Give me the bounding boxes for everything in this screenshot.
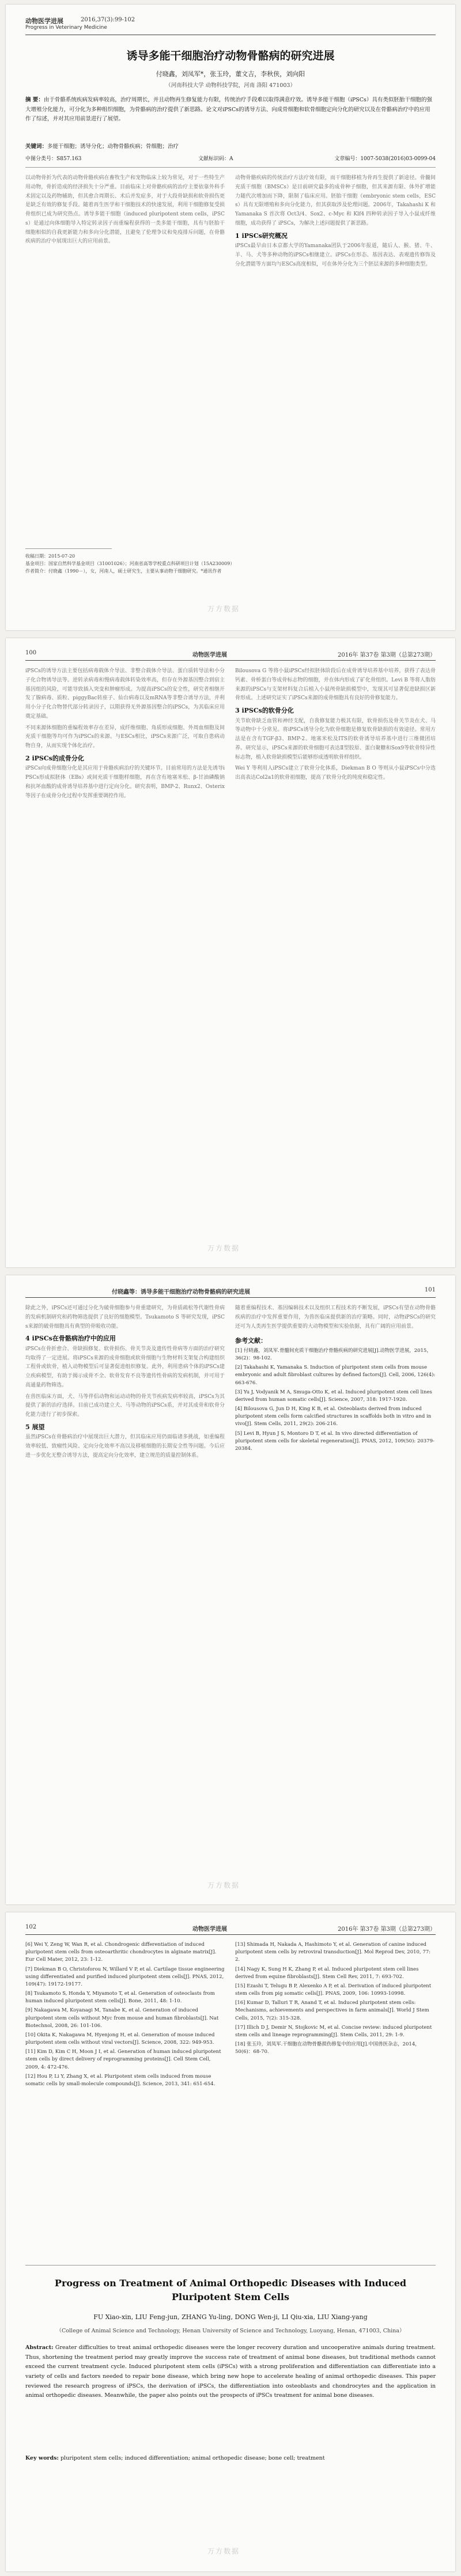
reference-item: [10] Okita K, Nakagawa M, Hyenjong H, et al. Generation of mouse induced pluripotent stem cells without viral vectors[J]. Science, 2008, 322: 949-953. [25,2032,215,2046]
english-abstract-block [25,2343,436,2401]
keywords-text: 多能干细胞；诱导分化；动物骨骼疾病；骨细胞；治疗 [47,143,179,150]
page-1 [6,5,455,630]
page-4-header [25,1924,436,1941]
body-text-right-a: 随着重编程技术、基因编辑技术以及组织工程技术的不断发展，iPSCs有望在动物骨骼疾病的治疗中发挥重要作用，为兽医临床提供新的治疗策略。同时，动物iPSCs的研究还可为人类再生医学提供重要的大动物模型和实验依据，具有广阔的应用前景。 [235,1305,436,1329]
section-2-heading: 2 iPSCs的成骨分化 [25,754,84,762]
running-head: 动物医学进展 [192,1926,227,1933]
body-text-right-c: Wei Y 等利用人iPSCs建立了软骨分化体系，Diekman B O 等则从小鼠iPSCs中分选出高表达Col2a1的软骨祖细胞，提高了软骨分化的纯度和稳定性。 [235,766,436,781]
body-text-right-b: 关节软骨缺乏血管和神经支配，自我修复能力极其有限，软骨损伤及骨关节炎在犬、马等动物中十分常见。将iPSCs诱导分化为软骨细胞是修复软骨缺损的有效途径。常用方法是在含有TGF-β3、BMP-2、地塞米松及ITS的软骨诱导培养基中进行三维微团培养。研究显示，iPSCs来源的软骨细胞可表达Ⅱ型胶原、蛋白聚糖和Sox9等软骨特异性标志物，植入软骨缺损模型后能够形成透明软骨样组织。 [235,718,436,760]
intro-text-left: 以动物骨折为代表的动物骨骼疾病在畜牧生产和宠物临床上较为常见，对于一些特生产用动物，骨折造成的经济损失十分严重。目前临床上对骨骼疾病的治疗主要依靠外科手术固定以及药物辅助，但其愈合周期长、术后并发症多，对于大段骨缺损和软骨损伤更是缺乏有效的修复手段。随着再生医学和干细胞技术的快速发展，利用干细胞修复受损骨组织已成为研究热点。诱导多能干细胞（induced pluripotent stem cells，iPSCs）是通过向体细胞导入特定转录因子而重编程获得的一类多能干细胞，具有与胚胎干细胞相似的自我更新能力和多向分化潜能，且避免了伦理争议和免疫排斥问题，在骨骼疾病的治疗中展现出巨大的应用前景。 [25,175,225,245]
keywords-label: 关键词： [25,143,48,150]
english-keywords-block [25,2454,436,2463]
watermark-text: 万方数据 [207,1244,240,1252]
page-4 [6,1912,455,2571]
reference-item: [8] Tsukamoto S, Honda Y, Miyamoto T, et al. Generation of osteoclasts from human induced pluripotent stem cells[J]. Bone, 2011, 48: 1-10. [25,1991,215,2005]
reference-item: [6] Wei Y, Zeng W, Wan R, et al. Chondrogenic differentiation of induced pluripotent stem cells from osteoarthritic chondrocytes in alginate matrix[J]. Eur Cell Mater, 2012, 23: 1-12. [25,1942,217,1963]
page-number: 100 [25,650,37,656]
reference-item: [4] Bilousova G, Jun D H, King K B, et al. Osteoblasts derived from induced pluripotent stem cells form calcified structures in scaffolds both in vitro and in vivo[J]. Stem Cells, 2011, 29(2): 206-216. [235,1406,432,1427]
body-text-left-d: 虽然iPSCs在骨骼病治疗中展现出巨大潜力，但其临床应用仍面临诸多挑战，如重编程效率较低、致瘤性风险、定向分化效率不高以及移植细胞的长期安全性等问题。今后应进一步优化无整合诱导方法，提高定向分化效率，建立规范的质量控制体系。 [25,1434,225,1459]
section-5-heading: 5 展望 [25,1423,45,1431]
footnote-fund: 基金项目：国家自然科学基金项目（31001026）；河南省高等学校重点科研项目计划（15A230009） [25,560,235,566]
intro-text-right: 动物骨骼疾病的传统治疗方法疗效有限，而干细胞移植为骨再生提供了新途径。骨髓间充质干细胞（BMSCs）是目前研究最多的成骨种子细胞，但其来源有限、体外扩增能力随代次增加而下降，限制了临床应用。胚胎干细胞（embryonic stem cells，ESCs）具有无限增殖和多向分化能力，但其获取涉及伦理问题。2006年，Takahashi K 和 Yamanaka S 首次将 Oct3/4、Sox2、c-Myc 和 Klf4 四种转录因子导入小鼠成纤维细胞，成功获得了 iPSCs，为解决上述问题提供了新思路。 [235,175,436,226]
english-authors: FU Xiao-xin, LIU Feng-jun, ZHANG Yu-ling, DONG Wen-ji, LI Qiu-xia, LIU Xiang-yang [93,2313,368,2321]
references-column-left [25,1941,225,2090]
reference-list [25,1941,225,2088]
body-column-right [235,1304,436,1454]
footnote-received: 收稿日期：2015-07-20 [25,554,75,559]
journal-english-name: Progress in Veterinary Medicine [25,25,107,31]
reference-item: [1] 付晓鑫，刘凤军.骨髓间充质干细胞治疗骨骼疾病的研究进展[J].动物医学进展，2015，36(2)：98-102. [235,1347,432,1362]
reference-item: [11] Kim D, Kim C H, Moon J I, et al. Generation of human induced pluripotent stem cells by direct delivery of reprogramming proteins[J]. Cell Stem Cell, 2009, 4: 472-476. [25,2049,221,2070]
section-3-heading: 3 iPSCs的软骨分化 [235,707,294,714]
class-number: 中图分类号：S857.163 [25,156,82,162]
page-2 [6,638,455,1267]
body-text-left-a: 除此之外，iPSCs还可通过分化为破骨细胞参与骨重建研究，为骨质疏松等代谢性骨病的发病机制研究和药物筛选提供了良好的细胞模型。Tsukamoto S 等研究发现，iPSCs来源的破骨细胞具有典型的骨吸收功能。 [25,1305,225,1329]
affiliation: （河南科技大学 动物科技学院，河南 洛阳 471003） [165,82,296,89]
reference-item: [13] Shimada H, Nakada A, Hashimoto Y, et al. Generation of canine induced pluripotent stem cells by retroviral transduction[J]. Mol Reprod Dev, 2010, 77: 2. [235,1942,431,1963]
journal-meta: 2016,37(3):99-102 [81,17,135,23]
body-text-left-b: iPSCs在骨折愈合、骨缺损修复、软骨损伤、骨关节炎及遗传性骨病等方面的治疗研究均取得了一定进展。将iPSCs来源的成骨细胞或软骨细胞与生物材料支架复合构建组织工程骨或软骨，植入动物模型后可显著促进组织修复。此外，利用患病个体的iPSCs建立疾病模型，有助于揭示成骨不全、软骨发育不良等遗传性骨病的发病机制，并可用于高通量药物筛选。 [25,1346,225,1388]
reference-item: [9] Nakagawa M, Koyanagi M, Tanabe K, et al. Generation of induced pluripotent stem cells without Myc from mouse and human fibroblasts[J]. Nat Biotechnol, 2008, 26: 101-106. [25,2007,219,2029]
reference-item: [5] Levi B, Hyun J S, Montoro D T, et al. In vivo directed differentiation of pluripotent stem cells for skeletal regeneration[J]. PNAS, 2012, 109(50): 20379-20384. [235,1430,434,1452]
english-affiliation: （College of Animal Science and Technology, Henan University of Science and Technology, Luoyang, Henan, 471003, China） [56,2328,405,2334]
watermark-text: 万方数据 [207,1881,240,1889]
header-rule [25,660,436,661]
body-text-left-c: 在兽医临床方面，犬、马等伴侣动物和运动动物的骨关节疾病发病率较高，iPSCs为其提供了新的治疗选择。目前已成功建立犬、马等动物的iPSCs系，并对其成骨和软骨分化能力进行了初步探索。 [25,1393,225,1418]
section-1-text: iPSCs最早由日本京都大学的Yamanaka团队于2006年报道，随后人、猴、猪、牛、羊、马、犬等多种动物的iPSCs相继建立。iPSCs在形态、基因表达、表观遗传修饰及分化潜能等方面均与ESCs高度相似，可在体外分化为三个胚层来源的多种细胞类型。 [235,243,436,267]
watermark-text: 万方数据 [207,605,240,613]
reference-item: [15] Ezashi T, Telugu B P, Alexenko A P, et al. Derivation of induced pluripotent stem cells from pig somatic cells[J]. PNAS, 2009, 106: 10993-10998. [235,1983,432,1997]
abstract-block [25,96,436,124]
page-number: 102 [25,1924,37,1930]
english-keywords-text: pluripotent stem cells; induced differentiation; animal orthopedic disease; bone cell; treatment [60,2455,325,2461]
header-rule [25,1934,436,1935]
reference-item: [7] Diekman B O, Christoforou N, Willard V P, et al. Cartilage tissue engineering using differentiated and purified induced pluripotent stem cells[J]. PNAS, 2012, 109(47): 19172-19177. [25,1966,225,1987]
reference-item: [18] 张玉玲，刘凤军.干细胞在动物骨骼损伤修复中的应用[J].中国兽医杂志，2014，50(6)：68-70. [235,2041,420,2055]
english-abstract-label: Abstract: [25,2344,54,2351]
body-column-left [25,667,225,801]
abstract-label: 摘 要： [25,97,44,103]
english-section-rule [25,2265,436,2266]
page-3 [6,1275,455,1904]
footnote-rule [25,548,112,549]
watermark-text: 万方数据 [207,2547,240,2555]
body-text-left-a: iPSCs的诱导方法主要包括病毒载体介导法、非整合载体介导法、蛋白质转导法和小分子化合物诱导法等。逆转录病毒和慢病毒载体转染效率高，但存在外源基因整合到宿主基因组的风险，可能导致插入突变和肿瘤形成。为提高iPSCs的安全性，研究者相继开发了腺病毒、质粒、piggyBac转座子、仙台病毒以及mRNA等非整合诱导方法，并利用小分子化合物替代部分转录因子，以期获得无外源基因整合的iPSCs，为其临床应用奠定基础。 [25,668,225,719]
reference-item: [3] Yu J, Vodyanik M A, Smuga-Otto K, et al. Induced pluripotent stem cell lines derived from human somatic cells[J]. Science, 2007, 318: 1917-1920. [235,1389,432,1403]
body-text-left-c: iPSCs向成骨细胞分化是其应用于骨骼疾病治疗的关键环节。目前常用的方法是先诱导iPSCs形成拟胚体（EBs）或间充质干细胞样细胞，再在含有地塞米松、β-甘油磷酸钠和抗坏血酸的成骨诱导培养基中进行定向分化。研究表明，BMP-2、Runx2、Osterix等因子在成骨分化过程中发挥重要调控作用。 [25,766,225,799]
reference-item: [12] Hou P, Li Y, Zhang X, et al. Pluripotent stem cells induced from mouse somatic cells by small-molecule compounds[J]. Science, 2013, 341: 651-654. [25,2073,216,2087]
document-code: 文献标识码：A [198,156,233,162]
page-2-header [25,650,436,667]
abstract-text: 由于骨骼系统疾病发病率较高，治疗周期长，并且动物再生修复能力有限，传统治疗手段难以取得满意疗效。诱导多能干细胞（iPSCs）具有类似胚胎干细胞的强大增殖分化能力，可分化为多种组织细胞，为骨骼病的治疗提供了新思路。论文对iPSCs的诱导方法、向成骨细胞和软骨细胞定向分化的研究以及在骨骼病治疗中的应用作了综述，并对其应用前景进行了展望。 [25,97,432,123]
section-1-heading: 1 iPSCs研究概况 [235,232,288,240]
reference-item: [14] Nagy K, Sung H K, Zhang P, et al. Induced pluripotent stem cell lines derived from equine fibroblasts[J]. Stem Cell Rev, 2011, 7: 693-702. [235,1966,419,1980]
page-3-header [25,1287,436,1304]
reference-list [235,1941,436,2056]
body-column-left [25,1304,225,1461]
classification-row [25,154,436,162]
body-text-left-b: 不同来源体细胞的重编程效率存在差异，成纤维细胞、角质形成细胞、外周血细胞及间充质干细胞等均可作为iPSCs的来源。与ESCs相比，iPSCs来源广泛，可取自患病动物自身，从而实现个体化治疗。 [25,725,225,749]
body-column-left [25,174,225,247]
footnote-author: 作者简介：付晓鑫（1990－），女，河南人，硕士研究生，主要从事动物干细胞研究。*通讯作者 [25,568,222,574]
page-1-header [25,16,436,33]
body-text-right-a: Bilousova G 等将小鼠iPSCs经拟胚体阶段后在成骨诱导培养基中培养，获得了表达骨钙素、骨桥蛋白等成骨标志物的细胞，并在体内形成了矿化骨组织。Levi B 等将人脂肪来源的iPSCs与支架材料复合后植入小鼠颅骨缺损模型中，发现其可显著促进缺损区新骨形成。上述研究证实了iPSCs来源的成骨细胞具有良好的骨修复能力。 [235,668,436,702]
issue-info: 2016年 第37卷 第3期（总第273期） [338,1926,436,1933]
body-column-right [235,174,436,269]
references-heading: 参考文献： [235,1337,267,1345]
section-4-heading: 4 iPSCs在骨骼病治疗中的应用 [25,1335,116,1343]
page-number: 101 [424,1287,436,1293]
article-number: 文章编号：1007-5038(2016)03-0099-04 [334,156,436,162]
header-rule [25,1297,436,1298]
reference-list [235,1347,436,1453]
abstract-rule [25,167,436,168]
journal-name: 动物医学进展 [25,17,63,25]
running-head: 动物医学进展 [192,652,227,658]
english-abstract-text: Greater difficulties to treat animal orthopedic diseases were the longer recovery duration and uncooperative animals during treatment. Thus, shortening the treatment period may greatly improve the success rate of treatment of animal bone diseases, but traditional methods cannot exceed the current treatment cycle. Induced pluripotent stem cells (iPSCs) with a strong proliferation and differentiation can differentiate into a variety of cells and factors needed to repair bone disease, which bring new hope to accelerate healing of animal orthopedic diseases. This paper reviewed the research progress of iPSCs, the derivation of iPSCs, the differentiation into osteoblasts and chondrocytes and the application in animal orthopedic diseases. Meanwhile, the paper also points out the prospects of iPSCs treatment for animal bone diseases. [25,2344,436,2399]
running-head: 付晓鑫等：诱导多能干细胞治疗动物骨骼病的研究进展 [112,1289,250,1295]
references-column-right [235,1941,436,2058]
issue-info: 2016年 第37卷 第3期（总第273期） [338,652,436,658]
footnotes [25,553,436,575]
reference-item: [17] Illich D J, Demir N, Stojkovic M, et al. Concise review: induced pluripotent stem cells and lineage reprogramming[J]. Stem Cells, 2011, 29: 1-9. [235,2024,432,2038]
author-list: 付晓鑫，刘凤军*，张玉玲，董文吉，李秋侠，刘向阳 [156,70,305,78]
english-title: Progress on Treatment of Animal Orthopedic Diseases with Induced Pluripotent Stem Cells [54,2278,407,2302]
paper-title: 诱导多能干细胞治疗动物骨骼病的研究进展 [126,50,335,62]
reference-item: [16] Kumar D, Talluri T R, Anand T, et al. Induced pluripotent stem cells: Mechanisms, achievements and perspectives in farm animals[J]. World J Stem Cells, 2015, 7(2): 315-328. [235,2000,429,2021]
reference-item: [2] Takahashi K, Yamanaka S. Induction of pluripotent stem cells from mouse embryonic and adult fibroblast cultures by defined factors[J]. Cell, 2006, 126(4): 663-676. [235,1365,436,1386]
keywords-block [25,142,436,150]
english-keywords-label: Key words: [25,2455,59,2461]
body-column-right [235,667,436,783]
